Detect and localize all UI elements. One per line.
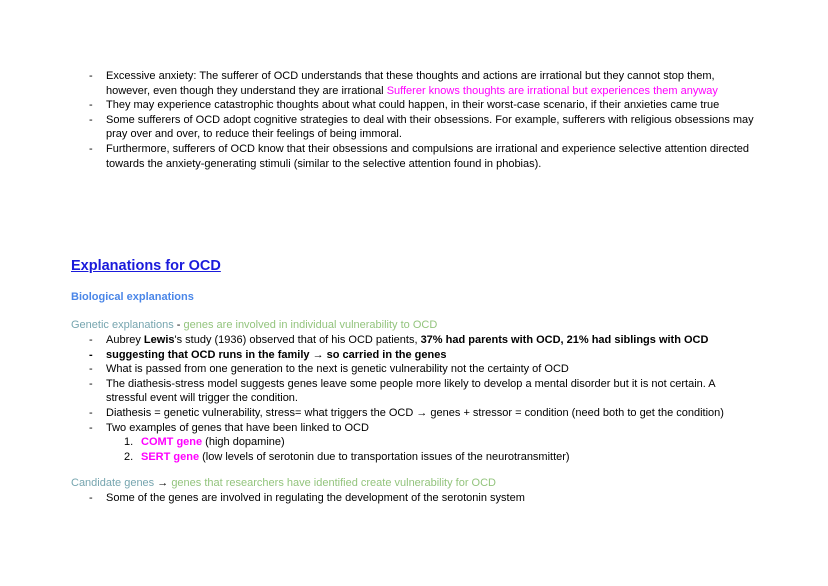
- genetic-list: [0, 333, 761, 464]
- bullet: -: [89, 142, 93, 155]
- list-item-text: Aubrey: [106, 334, 144, 346]
- researcher-name: Lewis: [143, 334, 175, 346]
- candidate-genes-heading: [71, 477, 496, 489]
- item-number: 2.: [124, 450, 134, 463]
- bullet: -: [89, 363, 93, 376]
- bullet: -: [89, 99, 93, 112]
- list-item: [0, 348, 756, 363]
- bullet: -: [89, 348, 93, 361]
- list-item-text: Excessive anxiety: The sufferer of OCD understands that these thoughts and actions are irrational but they cannot stop them, however, even though they understand they are irrational: [106, 70, 715, 97]
- symptom-list: [0, 69, 756, 171]
- gene-description: (high dopamine): [202, 436, 285, 449]
- gene-name: COMT gene: [141, 436, 203, 449]
- list-item-text: Diathesis = genetic vulnerability, stress= what triggers the OCD → genes + stressor = condition (need both to get the condition): [106, 406, 724, 419]
- section-subheading: Biological explanations: [71, 291, 194, 303]
- list-item: [0, 362, 756, 377]
- list-item: [0, 333, 756, 348]
- page-title: Explanations for OCD: [71, 258, 221, 274]
- item-number: 1.: [124, 436, 134, 449]
- numbered-item: [0, 435, 761, 450]
- list-item: [0, 491, 756, 506]
- candidate-label: Candidate genes: [71, 477, 155, 489]
- genetic-description: genes are involved in individual vulnerability to OCD: [183, 319, 438, 331]
- candidate-list: [0, 491, 756, 506]
- list-item: [0, 113, 756, 142]
- genetic-label: Genetic explanations: [71, 319, 174, 331]
- list-item-text: The diathesis-stress model suggests genes leave some people more likely to develop a mental disorder but it is not certain. A stressful event will trigger the condition.: [106, 377, 715, 405]
- list-item-text: Some of the genes are involved in regulating the development of the serotonin system: [106, 492, 525, 504]
- gene-name: SERT gene: [141, 450, 200, 463]
- bullet: -: [89, 70, 93, 82]
- list-item: [0, 377, 756, 406]
- list-item-text: 's study (1936) observed that of his OCD patients,: [174, 334, 421, 346]
- highlight-note: Sufferer knows thoughts are irrational but experiences them anyway: [386, 84, 718, 97]
- list-item-text: suggesting that OCD runs in the family → so carried in the genes: [106, 348, 447, 361]
- list-item-text: What is passed from one generation to the next is genetic vulnerability not the certainty of OCD: [106, 363, 569, 376]
- list-item-text: Some sufferers of OCD adopt cognitive strategies to deal with their obsessions. For example, sufferers with religious obsessions may pray over and over, to reduce their feelings of being immoral.: [106, 113, 754, 141]
- bullet: -: [89, 492, 93, 504]
- genetic-explanations-heading: [71, 319, 437, 331]
- list-item: [0, 69, 756, 98]
- candidate-description: genes that researchers have identified create vulnerability for OCD: [171, 477, 496, 489]
- list-item: [0, 98, 756, 113]
- bullet: -: [89, 406, 93, 419]
- bullet: -: [89, 421, 93, 434]
- bullet: -: [89, 334, 93, 346]
- numbered-item: [0, 450, 761, 465]
- separator: -: [173, 319, 184, 331]
- list-item: [0, 421, 756, 436]
- bullet: -: [89, 113, 93, 126]
- bullet: -: [89, 377, 93, 390]
- gene-description: (low levels of serotonin due to transportation issues of the neurotransmitter): [199, 450, 570, 463]
- list-item: [0, 406, 756, 421]
- key-statistic: 37% had parents with OCD, 21% had siblings with OCD: [420, 334, 709, 346]
- list-item-text: Furthermore, sufferers of OCD know that their obsessions and compulsions are irrational and experience selective attention directed towards the anxiety-generating stimuli (similar to the selective attention found in phobias).: [106, 142, 750, 170]
- list-item-text: They may experience catastrophic thoughts about what could happen, in their worst-case scenario, if their anxieties came true: [106, 99, 720, 112]
- list-item: [0, 142, 756, 171]
- list-item-text: Two examples of genes that have been linked to OCD: [106, 421, 369, 434]
- arrow-separator: →: [154, 477, 172, 489]
